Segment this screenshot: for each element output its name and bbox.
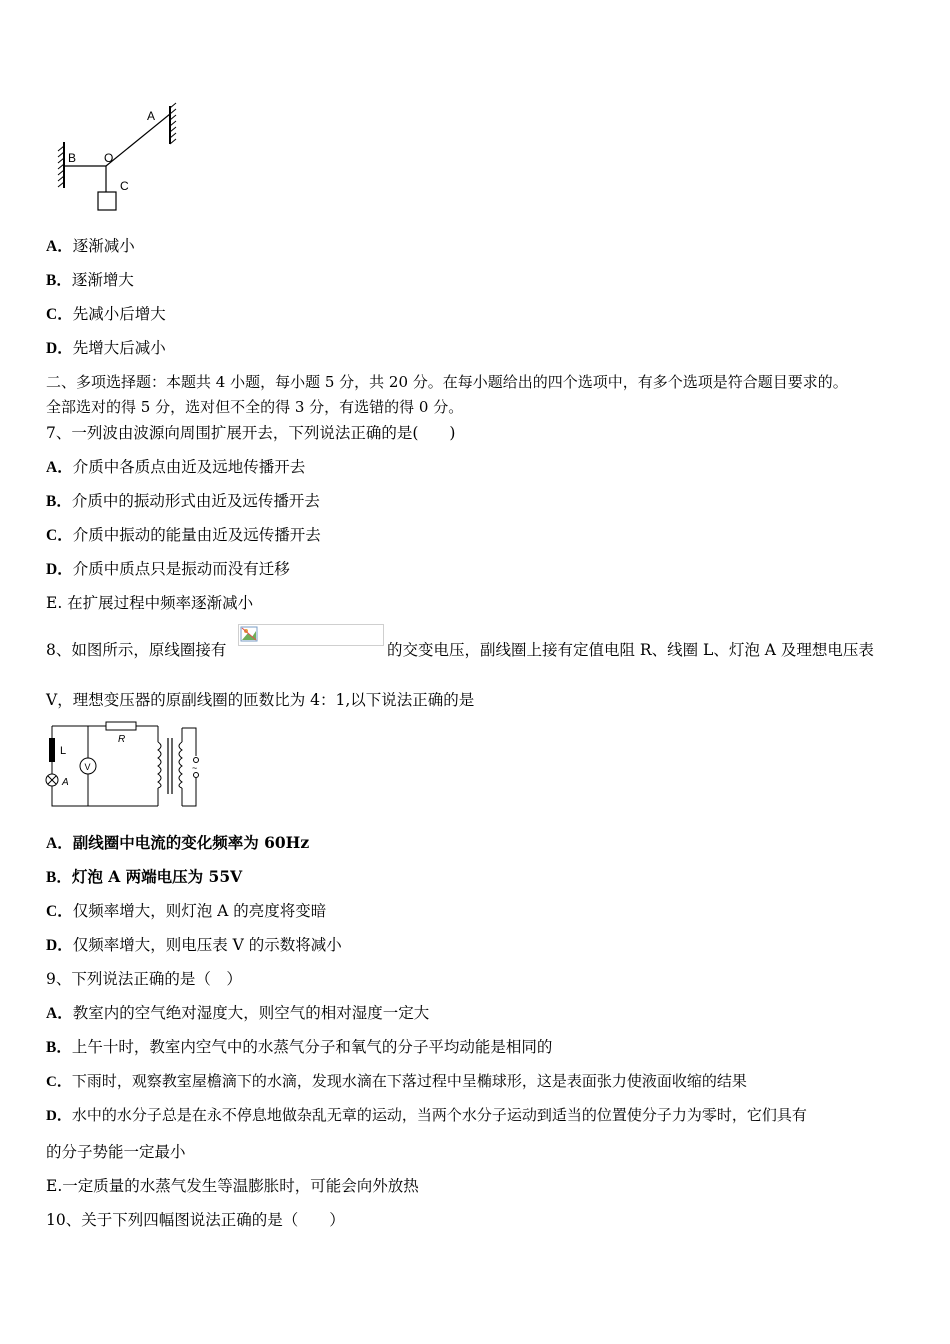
q9-option-a: A．教室内的空气绝对湿度大，则空气的相对湿度一定大	[46, 1004, 430, 1022]
q8-option-c: C．仅频率增大，则灯泡 A 的亮度将变暗	[46, 902, 327, 920]
q9-option-e: E.一定质量的水蒸气发生等温膨胀时，可能会向外放热	[46, 1177, 419, 1195]
q8-option-a: A．副线圈中电流的变化频率为 60Hz	[46, 833, 310, 852]
q7-option-d: D．介质中质点只是振动而没有迁移	[46, 560, 290, 578]
inductor-label: L	[60, 745, 67, 757]
label-o: O	[104, 151, 114, 165]
ac-source-label: ~	[192, 763, 198, 773]
label-c: C	[120, 179, 129, 193]
q7-option-c: C．介质中振动的能量由近及远传播开去	[46, 526, 321, 544]
rope-diagram	[54, 100, 184, 218]
q8-option-b: B．灯泡 A 两端电压为 55V	[46, 867, 243, 886]
q8-stem-b: 的交变电压，副线圈上接有定值电阻 R、线圈 L、灯泡 A 及理想电压表	[387, 641, 874, 659]
broken-image-icon	[240, 626, 258, 642]
q7-option-b: B．介质中的振动形式由近及远传播开去	[46, 492, 320, 510]
q6-option-c: C．先减小后增大	[46, 305, 166, 323]
q7-stem: 7、一列波由波源向周围扩展开去，下列说法正确的是( )	[46, 424, 456, 442]
q9-option-b: B．上午十时，教室内空气中的水蒸气分子和氧气的分子平均动能是相同的	[46, 1038, 553, 1056]
label-a: A	[147, 109, 156, 123]
section2-line1: 二、多项选择题：本题共 4 小题，每小题 5 分，共 20 分。在每小题给出的四个选项中，有多个选项是符合题目要求的。	[46, 373, 848, 391]
voltmeter-label: V	[84, 762, 91, 772]
formula-image-placeholder	[238, 624, 384, 646]
resistor-label: R	[118, 734, 126, 745]
q6-option-b: B．逐渐增大	[46, 271, 134, 289]
section2-line2: 全部选对的得 5 分，选对但不全的得 3 分，有选错的得 0 分。	[46, 398, 464, 416]
transformer-circuit-diagram	[40, 718, 210, 810]
q7-option-a: A．介质中各质点由近及远地传播开去	[46, 458, 306, 476]
q7-option-e: E. 在扩展过程中频率逐渐减小	[46, 594, 254, 612]
label-b: B	[68, 151, 77, 165]
lamp-label: A	[62, 777, 69, 788]
q9-option-d-cont: 的分子势能一定最小	[46, 1143, 186, 1161]
q8-stem-a: 8、如图所示，原线圈接有	[46, 641, 227, 659]
q6-option-d: D．先增大后减小	[46, 339, 166, 357]
q8-stem-c: V，理想变压器的原副线圈的匝数比为 4：1,以下说法正确的是	[46, 691, 475, 709]
q6-option-a: A．逐渐减小	[46, 237, 135, 255]
q9-option-d: D．水中的水分子总是在永不停息地做杂乱无章的运动，当两个水分子运动到适当的位置使分子力为零时，它们具有	[46, 1106, 807, 1124]
q9-stem: 9、下列说法正确的是（ ）	[46, 970, 242, 988]
q8-option-d: D．仅频率增大，则电压表 V 的示数将减小	[46, 936, 342, 954]
q9-option-c: C．下雨时，观察教室屋檐滴下的水滴，发现水滴在下落过程中呈椭球形，这是表面张力使液面收缩的结果	[46, 1072, 747, 1090]
q10-stem: 10、关于下列四幅图说法正确的是（ ）	[46, 1211, 345, 1229]
